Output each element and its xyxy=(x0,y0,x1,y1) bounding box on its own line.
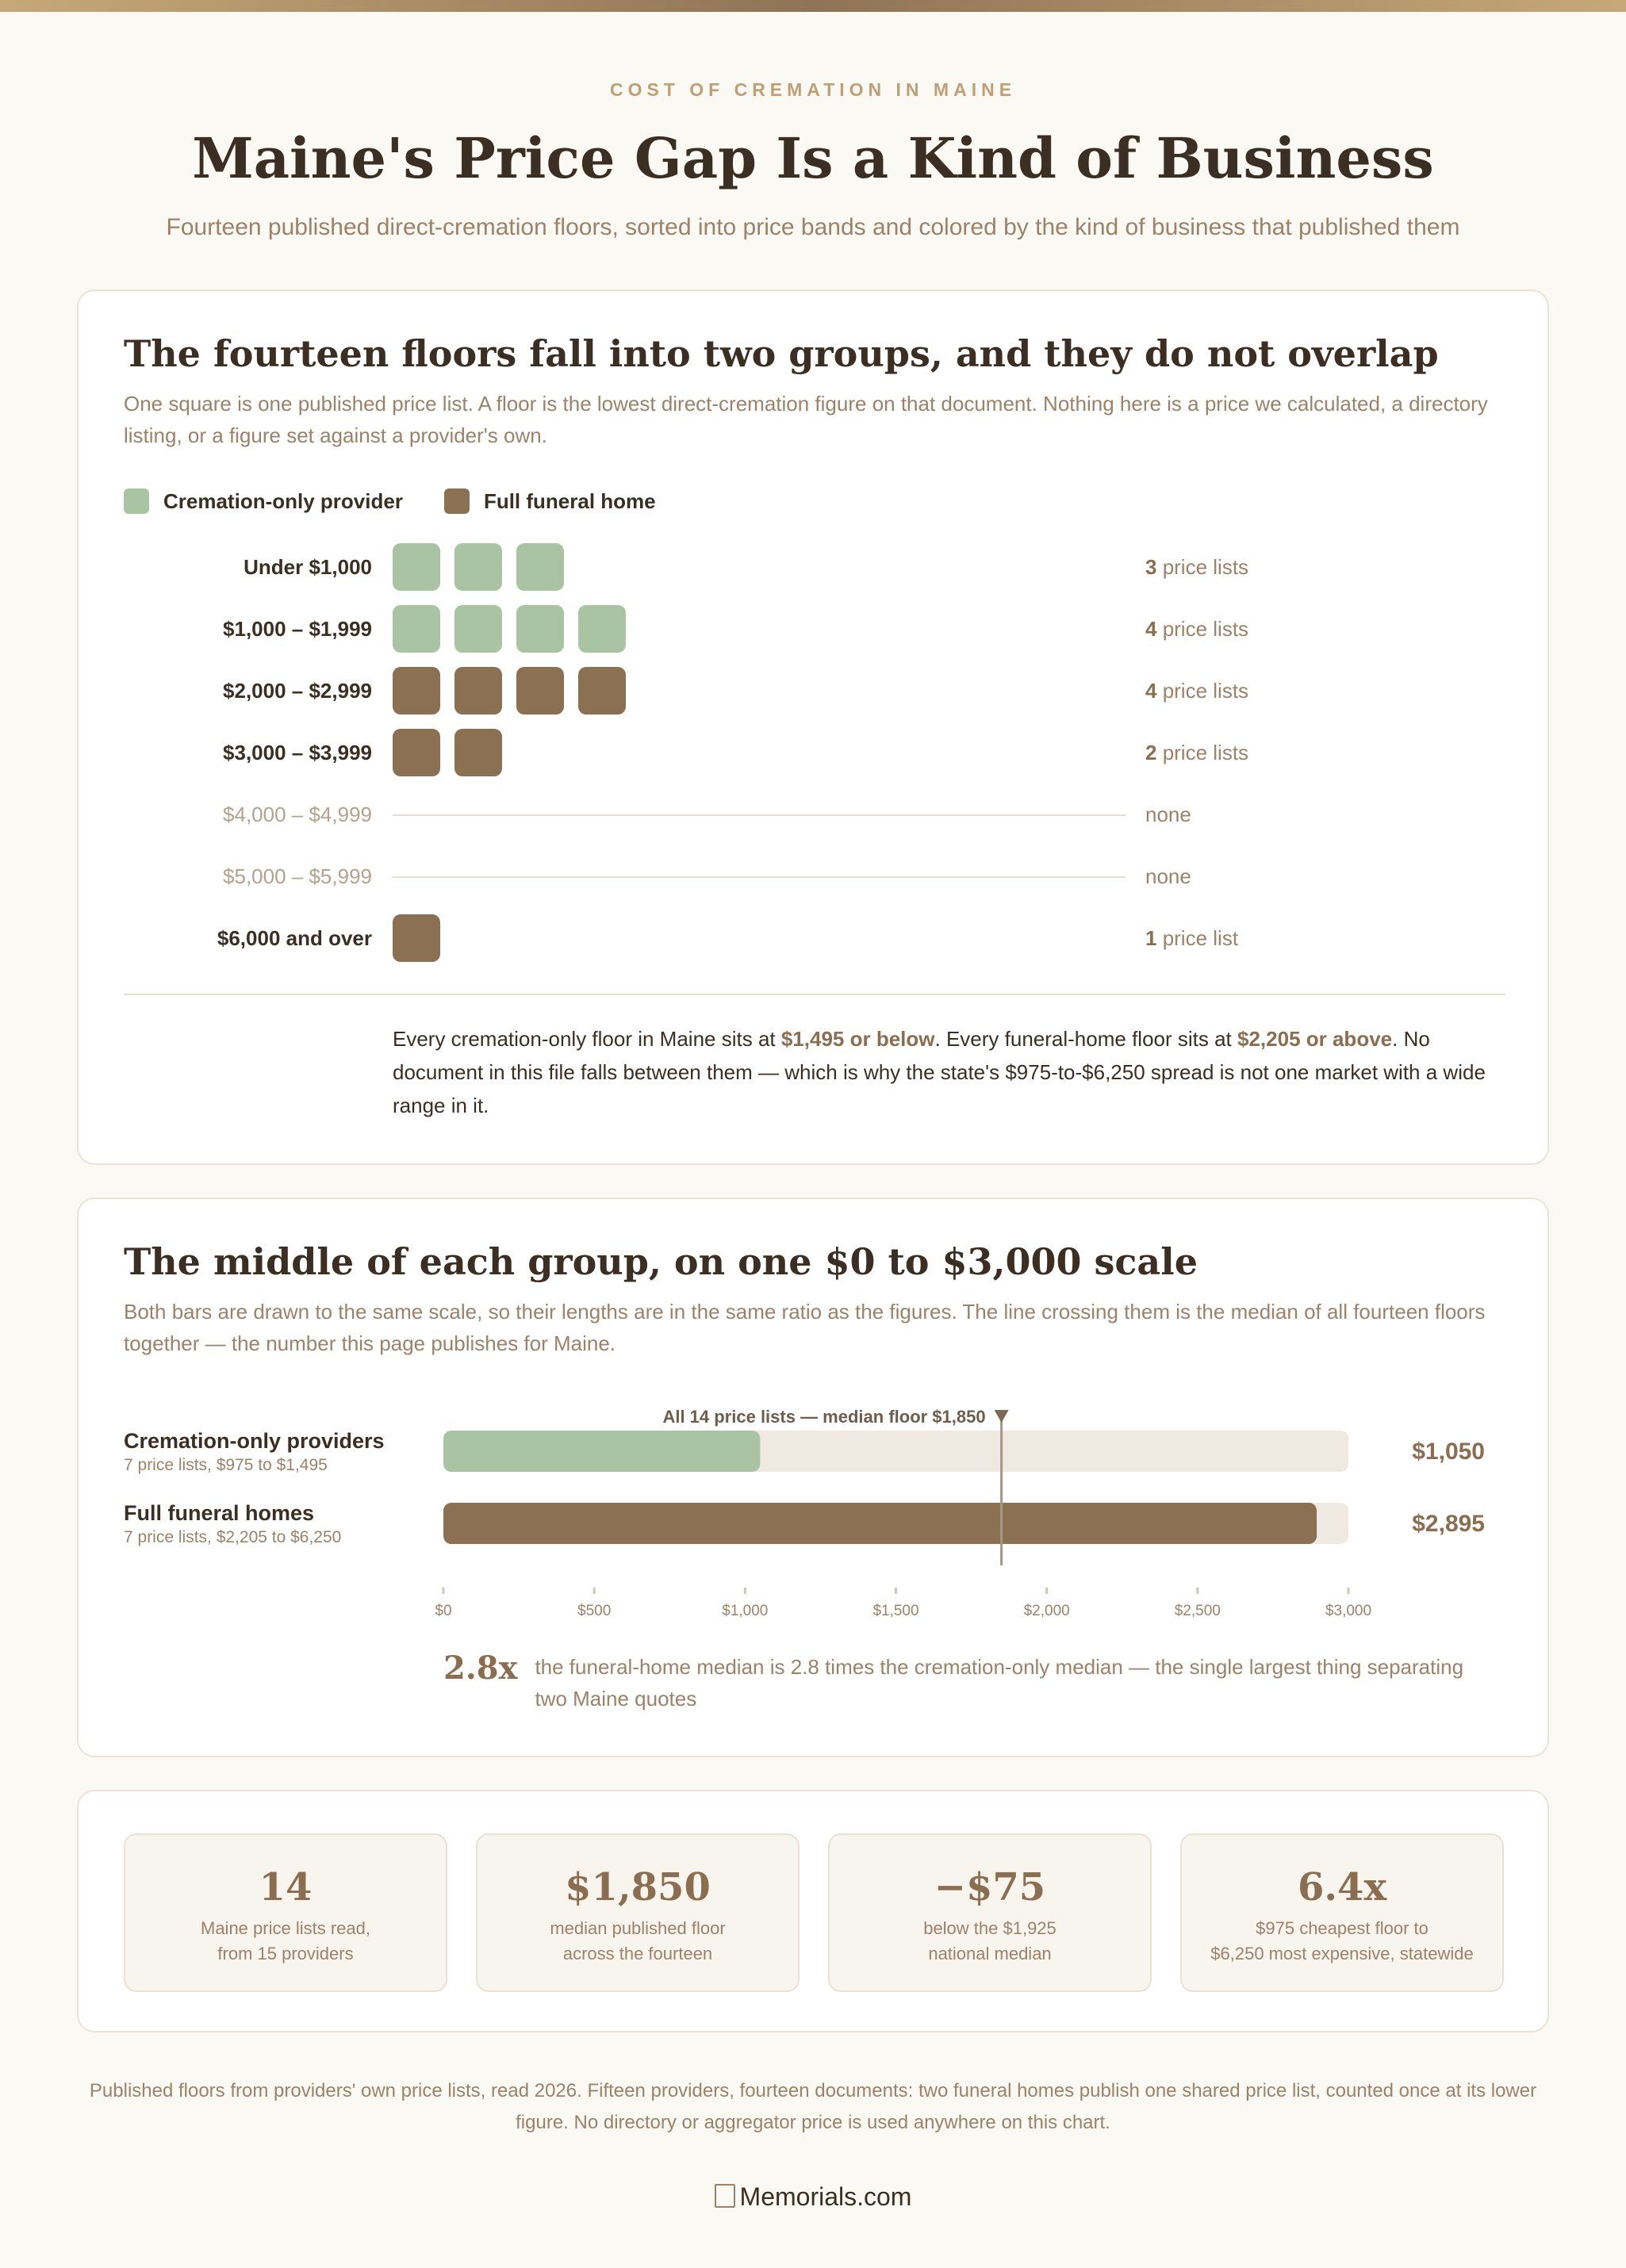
band-count: none xyxy=(1145,803,1191,826)
price-list-square xyxy=(393,729,440,776)
axis-tick-label: $3,000 xyxy=(1325,1603,1372,1619)
stat-value: −$75 xyxy=(934,1865,1046,1910)
bar-category-label: Cremation-only providers xyxy=(124,1429,385,1453)
band-label: $3,000 – $3,999 xyxy=(223,741,372,764)
stat-value: $1,850 xyxy=(565,1865,711,1910)
empty-band-line xyxy=(393,814,1126,816)
price-band-row xyxy=(79,852,1551,900)
chart-legend xyxy=(124,485,697,517)
band-label: $5,000 – $5,999 xyxy=(223,864,372,888)
stat-tiles xyxy=(124,1833,1504,1992)
multiple-value: 2.8x xyxy=(443,1649,518,1687)
price-list-square xyxy=(454,605,502,653)
price-band-row xyxy=(79,605,1551,653)
band-squares xyxy=(393,605,640,653)
source-note: Published floors from providers' own price lists, read 2026. Fifteen providers, fourteen documents: two funeral homes publish one shared price list, counted once at its lower figure. No directory or aggregator price is used anywhere on this chart. xyxy=(89,2080,1537,2133)
price-list-square xyxy=(454,667,502,714)
band-label: $2,000 – $2,999 xyxy=(223,679,372,703)
axis-tick-label: $500 xyxy=(577,1603,612,1619)
stat-label: below the $1,925 national median xyxy=(923,1918,1057,1963)
stat-label: Maine price lists read, from 15 providers xyxy=(201,1918,370,1963)
price-list-square xyxy=(393,914,440,962)
logo-text: Memorials.com xyxy=(739,2182,912,2211)
bar-category-label: Full funeral homes xyxy=(124,1501,315,1525)
band-count: 4 price lists xyxy=(1145,679,1249,703)
axis-tick-label: $1,000 xyxy=(722,1603,769,1619)
price-bands-card xyxy=(77,289,1549,1165)
band-count: none xyxy=(1145,864,1191,888)
legend-swatch-cremation-only xyxy=(124,488,149,514)
price-band-row xyxy=(79,543,1551,591)
median-bar xyxy=(443,1431,760,1472)
bar-sublabel: 7 price lists, $975 to $1,495 xyxy=(124,1456,328,1474)
band-label: Under $1,000 xyxy=(244,555,372,579)
axis-tick-label: $2,000 xyxy=(1023,1603,1070,1619)
median-bar-chart xyxy=(79,1389,1551,1619)
page-kicker: COST OF CREMATION IN MAINE xyxy=(609,79,1017,100)
legend-item-funeral-home xyxy=(444,488,656,514)
stat-tile-median xyxy=(476,1833,800,1992)
price-list-square xyxy=(454,729,502,776)
band-squares xyxy=(393,729,516,776)
price-gap-note: Every cremation-only floor in Maine sits at $1,495 or below. Every funeral-home floor sits at $2,205 or above. No document in this file falls between them — which is why the state's $975-to-$6,250 spread is not one market with a wide range in it. xyxy=(393,1027,1486,1117)
page-title: Maine's Price Gap Is a Kind of Business xyxy=(192,125,1434,191)
stat-value: 14 xyxy=(259,1865,313,1910)
price-list-square xyxy=(578,605,626,653)
multiple-text: the funeral-home median is 2.8 times the cremation-only median — the single largest thing separating two Maine quotes xyxy=(535,1655,1464,1711)
price-bands-description: One square is one published price list. A floor is the lowest direct-cremation figure on that document. Nothing here is a price we calculated, a directory listing, or a figure set against a provider's own. xyxy=(124,392,1488,447)
bar-value-label: $2,895 xyxy=(1412,1511,1485,1537)
axis-tick-label: $0 xyxy=(435,1603,452,1619)
band-count: 3 price lists xyxy=(1145,555,1249,579)
median-title: The middle of each group, on one $0 to $3,000 scale xyxy=(124,1240,1198,1283)
stat-tile-national-diff xyxy=(828,1833,1152,1992)
price-band-row xyxy=(79,791,1551,838)
stat-label: $975 cheapest floor to $6,250 most expensive, statewide xyxy=(1210,1918,1474,1963)
price-band-row xyxy=(79,914,1551,962)
divider xyxy=(124,994,1505,995)
band-label: $4,000 – $4,999 xyxy=(223,803,372,826)
axis-tick-label: $1,500 xyxy=(872,1603,919,1619)
bar-value-label: $1,050 xyxy=(1412,1439,1485,1465)
price-band-row xyxy=(79,729,1551,776)
stat-value: 6.4x xyxy=(1297,1865,1387,1910)
broken-image-icon xyxy=(715,2184,735,2208)
median-description: Both bars are drawn to the same scale, so their lengths are in the same ratio as the figures. The line crossing them is the median of all fourteen floors together — the number this page publishes for Maine. xyxy=(124,1300,1486,1355)
median-bar xyxy=(443,1503,1317,1544)
price-list-square xyxy=(454,543,502,591)
band-label: $6,000 and over xyxy=(217,926,372,950)
price-list-square xyxy=(516,543,564,591)
axis-tick-label: $2,500 xyxy=(1174,1603,1221,1619)
band-count: 2 price lists xyxy=(1145,741,1249,764)
stat-tile-price-lists xyxy=(124,1833,447,1992)
price-list-square xyxy=(393,543,440,591)
median-card xyxy=(77,1197,1549,1757)
legend-label: Full funeral home xyxy=(483,488,656,513)
price-list-square xyxy=(516,605,564,653)
price-list-square xyxy=(393,605,440,653)
stat-tile-spread xyxy=(1180,1833,1504,1992)
stat-label: median published floor across the fourteen xyxy=(550,1918,726,1963)
band-squares xyxy=(393,543,578,591)
band-label: $1,000 – $1,999 xyxy=(223,617,372,641)
price-bands-title: The fourteen floors fall into two groups, and they do not overlap xyxy=(124,332,1439,375)
price-list-square xyxy=(578,667,626,714)
median-marker-icon xyxy=(995,1410,1009,1423)
page-subtitle: Fourteen published direct-cremation floors, sorted into price bands and colored by the kind of business that published them xyxy=(166,214,1460,240)
band-count: 4 price lists xyxy=(1145,617,1249,641)
price-band-row xyxy=(79,667,1551,714)
band-squares xyxy=(393,914,454,962)
memorials-logo[interactable] xyxy=(0,2182,1626,2212)
legend-label: Cremation-only provider xyxy=(163,488,403,513)
top-accent-bar xyxy=(0,0,1626,12)
legend-swatch-funeral-home xyxy=(444,488,470,514)
median-reference-label: All 14 price lists — median floor $1,850 xyxy=(662,1407,986,1427)
price-list-square xyxy=(516,667,564,714)
multiple-callout xyxy=(443,1651,1506,1714)
bar-sublabel: 7 price lists, $2,205 to $6,250 xyxy=(124,1528,342,1546)
stats-card xyxy=(77,1790,1549,2032)
band-count: 1 price list xyxy=(1145,926,1239,950)
legend-item-cremation-only xyxy=(124,488,403,514)
empty-band-line xyxy=(393,876,1126,878)
band-squares xyxy=(393,667,640,714)
price-list-square xyxy=(393,667,440,714)
